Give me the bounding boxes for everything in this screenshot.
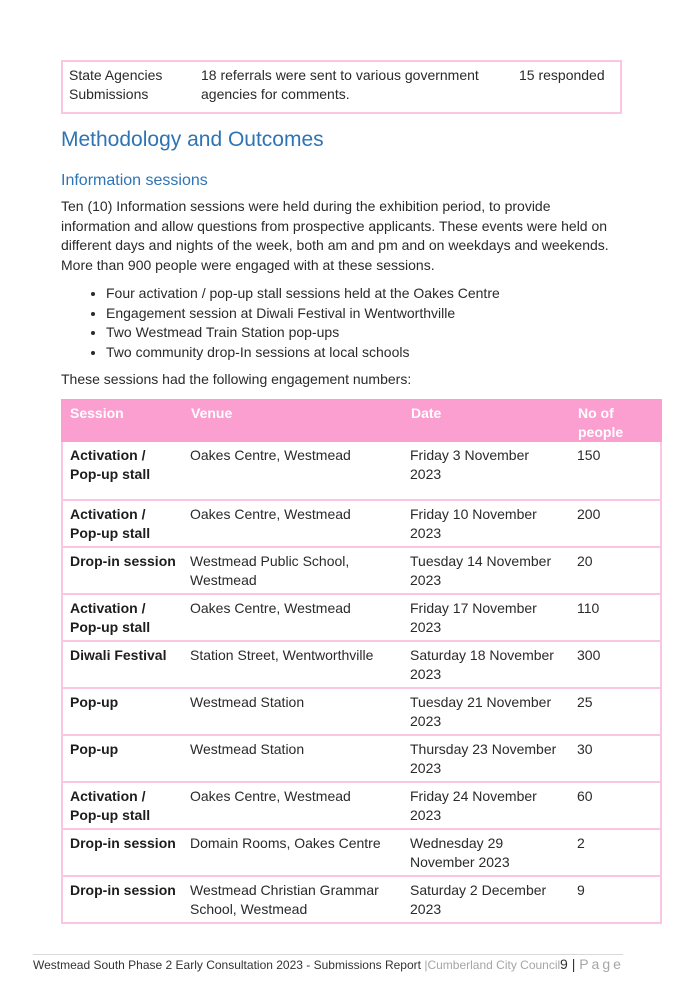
cell-date: Friday 17 November 2023 [403,594,570,641]
cell-session: Drop-in session [62,547,183,594]
sessions-table [61,399,662,924]
table-row [62,876,661,923]
footer-separator: | [424,958,428,972]
cell-venue: Oakes Centre, Westmead [183,594,403,641]
cell-venue: Westmead Christian Grammar School, Westmead [183,876,403,923]
cell-session: Activation / Pop-up stall [62,500,183,547]
cell-session: Activation / Pop-up stall [62,782,183,829]
cell-people: 150 [570,442,661,500]
bullet-item: • Two community drop-In sessions at local schools [106,343,500,363]
cell-session: Diwali Festival [62,641,183,688]
cell-people: 2 [570,829,661,876]
bullet-item: • Two Westmead Train Station pop-ups [106,323,500,343]
section-heading: Methodology and Outcomes [61,128,324,151]
cell-session: Activation / Pop-up stall [62,442,183,500]
cell-people: 200 [570,500,661,547]
bullet-list [61,284,500,362]
bullet-item: • Four activation / pop-up stall sessions held at the Oakes Centre [106,284,500,304]
cell-venue: Westmead Station [183,735,403,782]
page-footer [33,958,560,972]
table-header-row [62,399,661,442]
cell-date: Friday 24 November 2023 [403,782,570,829]
table-row [62,735,661,782]
header-venue: Venue [183,399,403,442]
cell-venue: Oakes Centre, Westmead [183,782,403,829]
cell-people: 60 [570,782,661,829]
footer-report-title: Westmead South Phase 2 Early Consultation 2023 - Submissions Report [33,958,421,972]
cell-venue: Oakes Centre, Westmead [183,500,403,547]
cell-date: Thursday 23 November 2023 [403,735,570,782]
cell-venue: Station Street, Wentworthville [183,641,403,688]
cell-session: Drop-in session [62,829,183,876]
cell-date: Saturday 18 November 2023 [403,641,570,688]
cell-session: Pop-up [62,688,183,735]
cell-venue: Domain Rooms, Oakes Centre [183,829,403,876]
page-number-value: 9 [560,956,568,972]
cell-venue: Westmead Station [183,688,403,735]
table-row [62,547,661,594]
cell-people: 30 [570,735,661,782]
cell-date: Friday 3 November 2023 [403,442,570,500]
header-session: Session [62,399,183,442]
table-row [62,500,661,547]
submission-category: State Agencies Submissions [69,67,163,102]
cell-session: Pop-up [62,735,183,782]
cell-session: Drop-in session [62,876,183,923]
header-date: Date [403,399,570,442]
footer-divider [33,954,623,955]
cell-people: 25 [570,688,661,735]
footer-council: Cumberland City Council [427,958,561,972]
cell-people: 300 [570,641,661,688]
cell-venue: Oakes Centre, Westmead [183,442,403,500]
cell-people: 9 [570,876,661,923]
cell-date: Wednesday 29 November 2023 [403,829,570,876]
page-word: Page [579,956,624,972]
table-row [62,641,661,688]
section-subheading: Information sessions [61,172,208,189]
page-separator: | [571,956,576,972]
submission-detail: 18 referrals were sent to various government agencies for comments. [201,67,479,102]
submission-outcome: 15 responded [519,67,605,83]
table-intro: These sessions had the following engagement numbers: [61,371,412,387]
cell-venue: Westmead Public School, Westmead [183,547,403,594]
cell-people: 110 [570,594,661,641]
bullet-item: • Engagement session at Diwali Festival in Wentworthville [106,304,500,324]
table-row [62,688,661,735]
cell-people: 20 [570,547,661,594]
cell-date: Tuesday 14 November 2023 [403,547,570,594]
submissions-table-row [61,60,622,114]
table-row [62,442,661,500]
cell-date: Saturday 2 December 2023 [403,876,570,923]
cell-session: Activation / Pop-up stall [62,594,183,641]
page-number [560,956,624,972]
body-paragraph: Ten (10) Information sessions were held during the exhibition period, to provide information and allow questions from prospective applicants. These events were held on different days and nights of the week, both am and pm and on weekdays and weekends. More than 900 people were engaged with at these sessions. [61,198,609,273]
cell-date: Friday 10 November 2023 [403,500,570,547]
table-row [62,594,661,641]
table-row [62,829,661,876]
table-row [62,782,661,829]
header-people: No of people [570,399,661,442]
cell-date: Tuesday 21 November 2023 [403,688,570,735]
